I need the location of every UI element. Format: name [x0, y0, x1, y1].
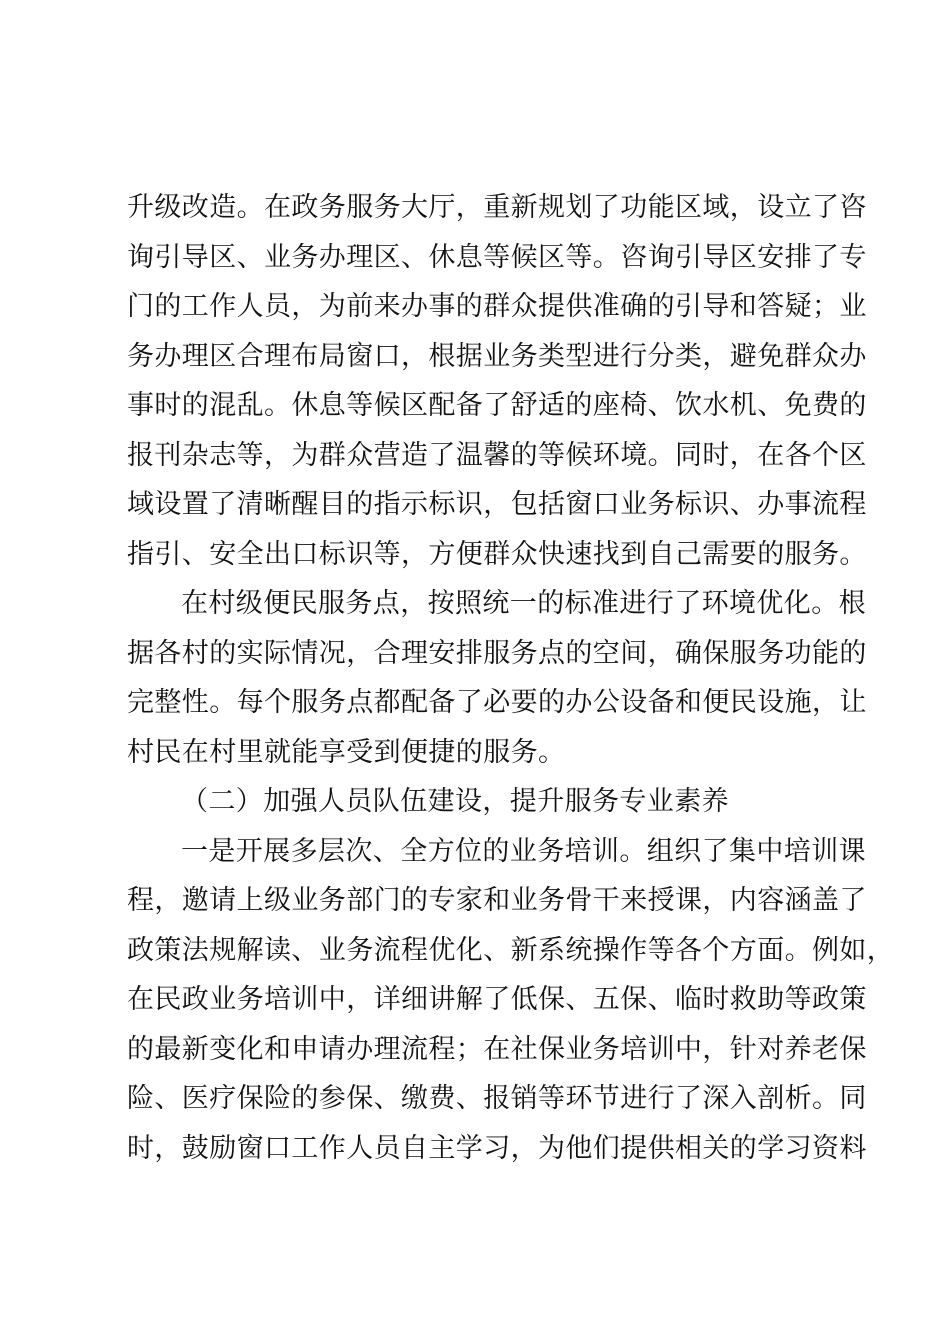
text-line: 务办理区合理布局窗口，根据业务类型进行分类，避免群众办 — [127, 340, 867, 372]
text-line: 询引导区、业务办理区、休息等候区等。咨询引导区安排了专 — [127, 241, 867, 273]
text-line: 指引、安全出口标识等，方便群众快速找到自己需要的服务。 — [127, 538, 867, 570]
document-body — [127, 183, 895, 1173]
paragraph-first-line: 一是开展多层次、全方位的业务培训。组织了集中培训课 — [181, 835, 866, 867]
text-line: 事时的混乱。休息等候区配备了舒适的座椅、饮水机、免费的 — [127, 390, 867, 421]
paragraph-first-line: 在村级便民服务点，按照统一的标准进行了环境优化。根 — [181, 588, 866, 619]
text-line: 的最新变化和申请办理流程；在社保业务培训中，针对养老保 — [127, 1033, 867, 1065]
text-line: 险、医疗保险的参保、缴费、报销等环节进行了深入剖析。同 — [127, 1083, 867, 1114]
text-line: 时，鼓励窗口工作人员自主学习，为他们提供相关的学习资料 — [127, 1132, 867, 1164]
text-line: 在民政业务培训中，详细讲解了低保、五保、临时救助等政策 — [127, 984, 867, 1015]
text-line: 据各村的实际情况，合理安排服务点的空间，确保服务功能的 — [127, 637, 867, 669]
section-heading: （二）加强人员队伍建设，提升服务专业素养 — [181, 786, 729, 817]
text-line: 升级改造。在政务服务大厅，重新规划了功能区域，设立了咨 — [127, 192, 867, 223]
text-line: 门的工作人员，为前来办事的群众提供准确的引导和答疑；业 — [127, 291, 867, 322]
text-line: 政策法规解读、业务流程优化、新系统操作等各个方面。例如， — [127, 934, 895, 966]
text-line: 报刊杂志等，为群众营造了温馨的等候环境。同时，在各个区 — [127, 439, 867, 471]
text-line: 程，邀请上级业务部门的专家和业务骨干来授课，内容涵盖了 — [127, 885, 867, 916]
text-line: 域设置了清晰醒目的指示标识，包括窗口业务标识、办事流程 — [127, 489, 867, 520]
text-line: 村民在村里就能享受到便捷的服务。 — [127, 736, 566, 768]
text-line: 完整性。每个服务点都配备了必要的办公设备和便民设施，让 — [127, 687, 867, 718]
